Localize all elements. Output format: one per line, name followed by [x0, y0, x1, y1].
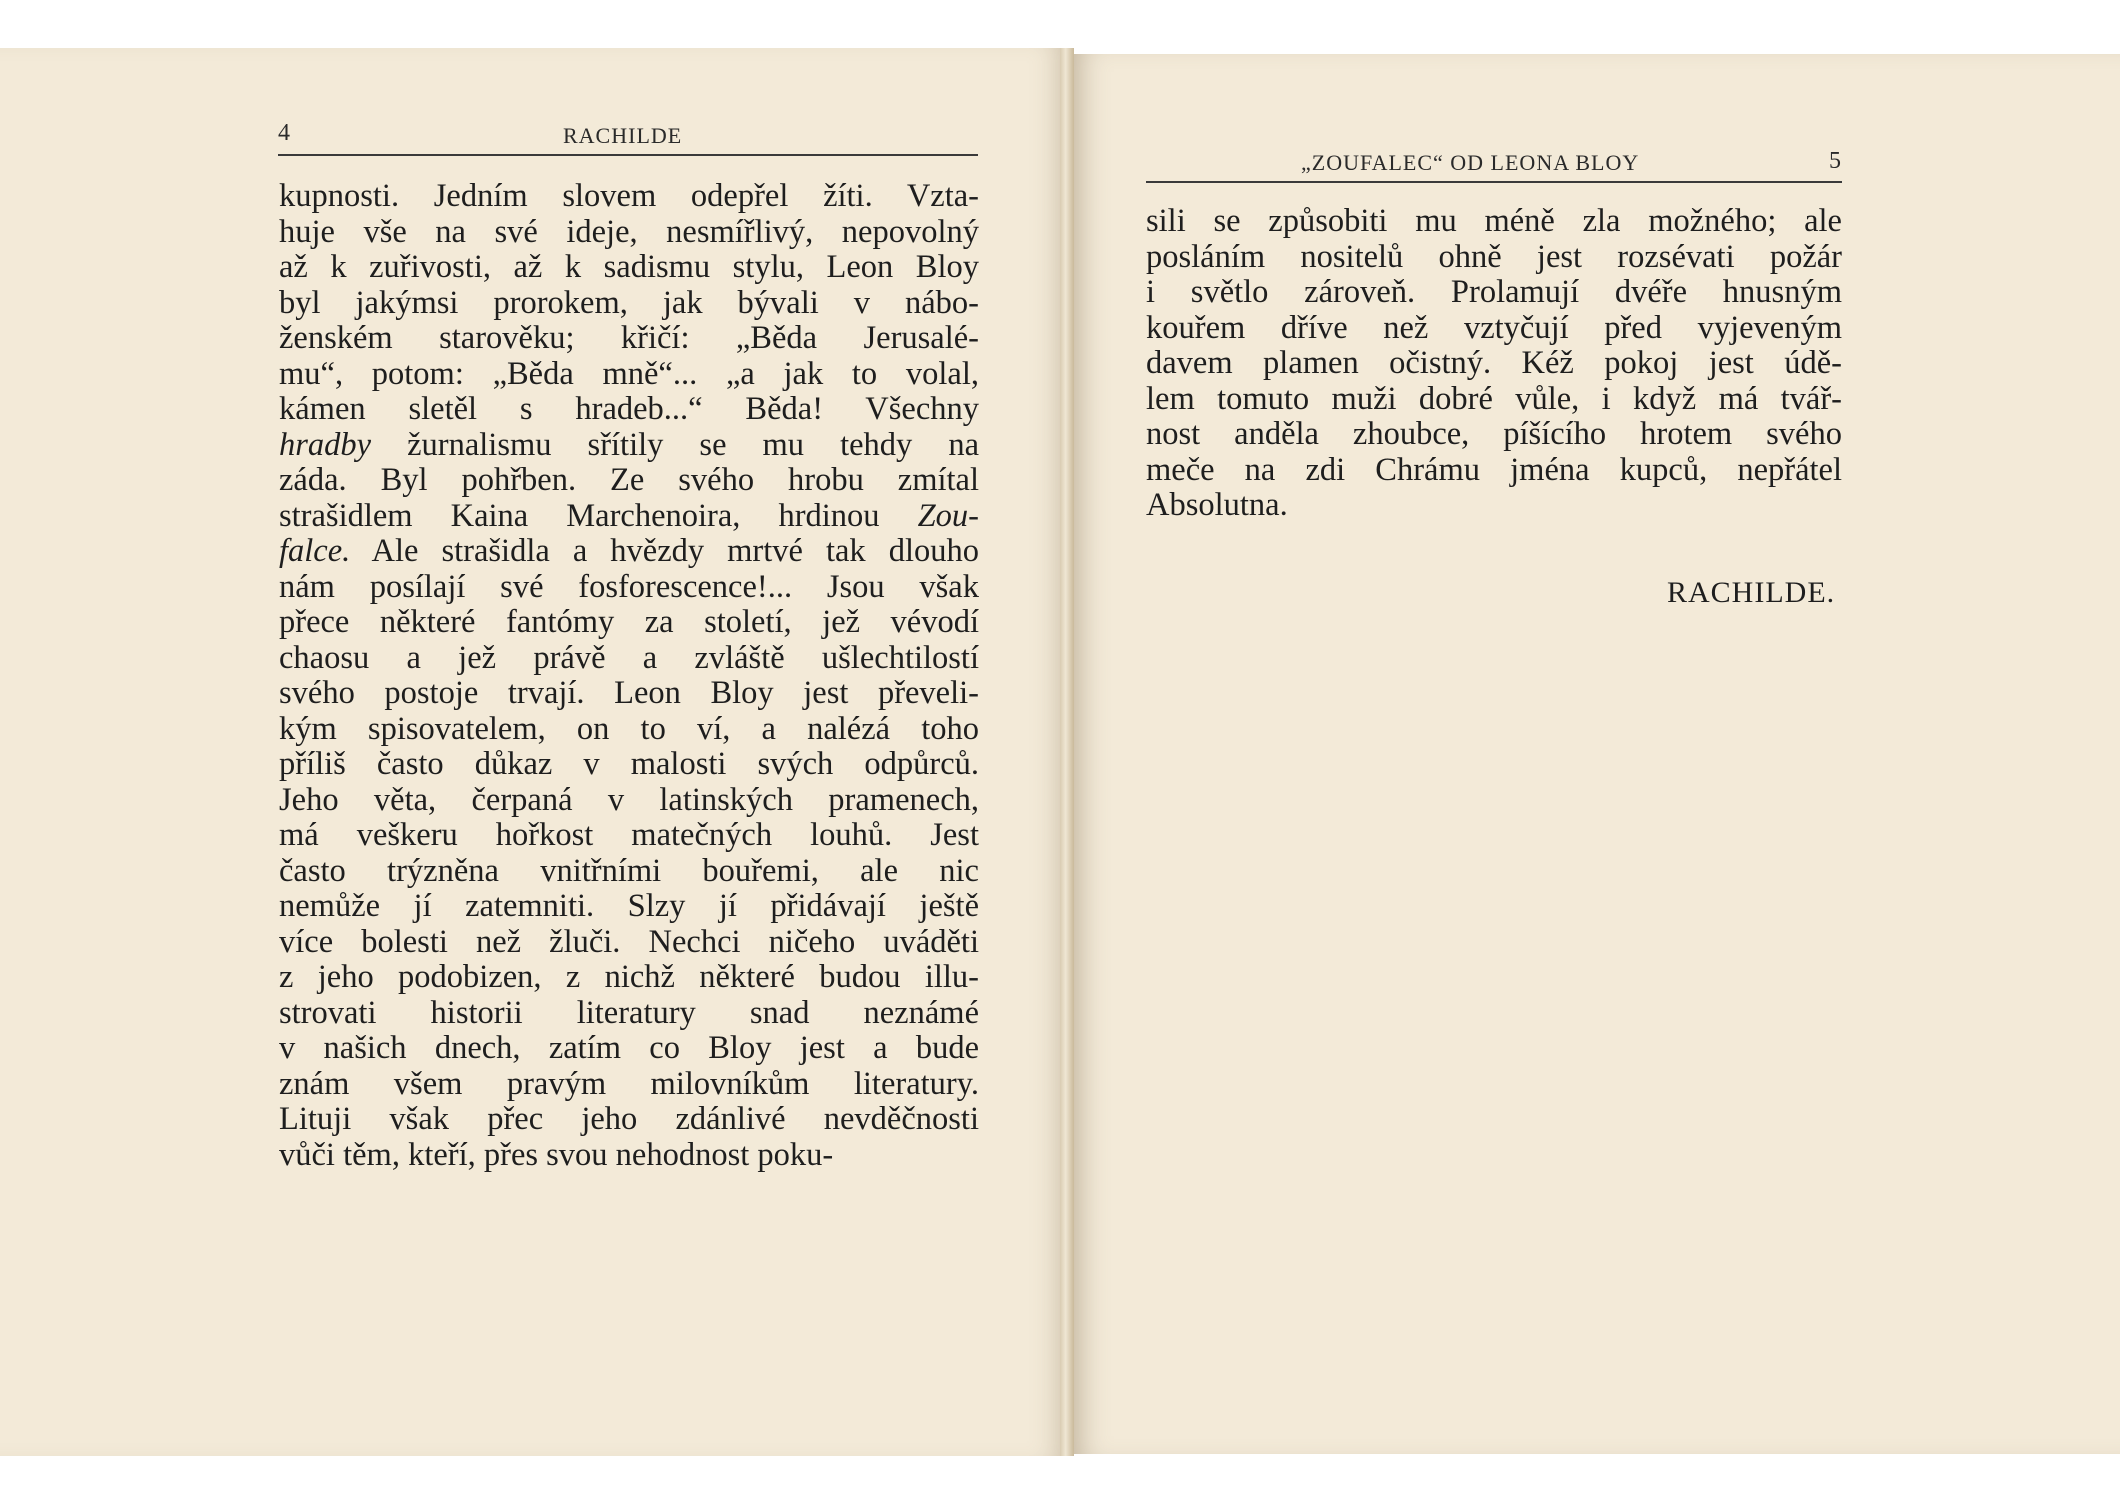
text-line — [279, 889, 979, 925]
text-line — [279, 250, 979, 286]
text-line — [279, 215, 979, 251]
text-run: chaosu a jež právě a zvláště ušlechtilostí — [279, 639, 979, 676]
right-body-text — [1146, 204, 1842, 524]
text-run: vůči těm, kteří, přes svou nehodnost poku‑ — [279, 1136, 834, 1173]
italic-text: Zou‑ — [917, 497, 979, 534]
text-run: Absolutna. — [1146, 487, 1288, 523]
text-run: huje vše na své ideje, nesmířlivý, nepovolný — [279, 213, 979, 250]
text-line — [279, 179, 979, 215]
text-line — [279, 534, 979, 570]
left-running-head: RACHILDE — [563, 123, 683, 148]
text-run: záda. Byl pohřben. Ze svého hrobu zmítal — [279, 462, 979, 498]
text-run: nám posílají své fosforescence!... Jsou však — [279, 568, 979, 605]
text-line — [1146, 311, 1842, 347]
text-run: přece některé fantómy za století, jež vévodí — [279, 604, 979, 640]
text-run: kouřem dříve než vztyčují před vyjeveným — [1146, 309, 1842, 346]
text-line — [279, 357, 979, 393]
text-run: svého postoje trvají. Leon Bloy jest převeli‑ — [279, 675, 979, 711]
book-gutter — [1060, 48, 1074, 1456]
text-line — [279, 499, 979, 535]
text-run: Lituji však přec jeho zdánlivé nevděčnosti — [279, 1101, 979, 1137]
text-run: byl jakýmsi prorokem, jak bývali v nábo‑ — [279, 284, 979, 321]
text-line — [279, 641, 979, 677]
text-run: Ale strašidla a hvězdy mrtvé tak dlouho — [350, 533, 979, 569]
signature: RACHILDE. — [1667, 576, 1836, 609]
text-line — [1146, 417, 1842, 453]
text-run: strovati historii literatury snad neznámé — [279, 994, 979, 1031]
text-line — [1146, 240, 1842, 276]
text-line — [279, 712, 979, 748]
text-run: i světlo zároveň. Prolamují dvéře hnusným — [1146, 274, 1842, 310]
text-run: často trýzněna vnitřními bouřemi, ale nic — [279, 852, 979, 889]
right-header-rule — [1146, 181, 1842, 183]
text-line — [1146, 346, 1842, 382]
text-line — [279, 747, 979, 783]
text-run: více bolesti než žluči. Nechci ničeho uváděti — [279, 923, 979, 960]
left-header-rule — [278, 154, 978, 156]
text-run: Jeho věta, čerpaná v latinských pramenech, — [279, 781, 979, 818]
text-run: strašidlem Kaina Marchenoira, hrdinou — [279, 497, 918, 534]
text-run: ženském starověku; křičí: „Běda Jerusalé‑ — [279, 320, 979, 356]
text-line — [279, 1067, 979, 1103]
text-line — [1146, 275, 1842, 311]
right-page-number: 5 — [1829, 148, 1841, 174]
text-line — [279, 428, 979, 464]
text-run: nemůže jí zatemniti. Slzy jí přidávají ještě — [279, 888, 979, 924]
text-line — [279, 570, 979, 606]
right-running-head: „ZOUFALEC“ OD LEONA BLOY — [1301, 150, 1640, 175]
text-run: meče na zdi Chrámu jména kupců, nepřátel — [1146, 451, 1842, 488]
text-line — [1146, 488, 1842, 524]
text-run: kámen sletěl s hradeb...“ Běda! Všechny — [279, 391, 979, 427]
text-run: má veškeru hořkost matečných louhů. Jest — [279, 817, 979, 853]
text-run: davem plamen očistný. Kéž pokoj jest údě‑ — [1146, 345, 1842, 381]
text-line — [279, 1138, 979, 1174]
italic-text: hradby — [279, 426, 372, 463]
text-line — [279, 321, 979, 357]
text-line — [279, 1031, 979, 1067]
text-run: posláním nositelů ohně jest rozsévati požár — [1146, 238, 1842, 275]
text-run: kým spisovatelem, on to ví, a nalézá toho — [279, 710, 979, 747]
text-line — [279, 392, 979, 428]
text-line — [279, 818, 979, 854]
text-run: mu“, potom: „Běda mně“... „a jak to volal, — [279, 355, 979, 392]
text-run: příliš často důkaz v malosti svých odpůrců. — [279, 746, 979, 782]
text-run: žurnalismu sřítily se mu tehdy na — [371, 426, 979, 463]
right-page — [1074, 54, 2120, 1454]
left-body-text — [279, 179, 979, 1173]
text-run: sili se způsobiti mu méně zla možného; ale — [1146, 203, 1842, 239]
text-run: lem tomuto muži dobré vůle, i když má tvář‑ — [1146, 380, 1842, 417]
text-line — [279, 925, 979, 961]
text-run: kupnosti. Jedním slovem odepřel žíti. Vzta‑ — [279, 178, 979, 214]
text-line — [279, 996, 979, 1032]
text-line — [279, 854, 979, 890]
text-line — [279, 1102, 979, 1138]
text-line — [1146, 382, 1842, 418]
text-line — [279, 286, 979, 322]
text-line — [279, 676, 979, 712]
text-run: nost anděla zhoubce, píšícího hrotem svého — [1146, 416, 1842, 452]
text-run: v našich dnech, zatím co Bloy jest a bude — [279, 1030, 979, 1066]
text-line — [279, 463, 979, 499]
text-line — [1146, 453, 1842, 489]
text-run: z jeho podobizen, z nichž některé budou illu‑ — [279, 959, 979, 995]
text-run: znám všem pravým milovníkům literatury. — [279, 1065, 979, 1102]
left-page — [0, 48, 1060, 1456]
left-page-number: 4 — [278, 120, 290, 146]
text-line — [279, 960, 979, 996]
text-line — [1146, 204, 1842, 240]
italic-text: falce. — [279, 533, 351, 569]
text-line — [279, 783, 979, 819]
text-line — [279, 605, 979, 641]
text-run: až k zuřivosti, až k sadismu stylu, Leon Bloy — [279, 249, 979, 285]
